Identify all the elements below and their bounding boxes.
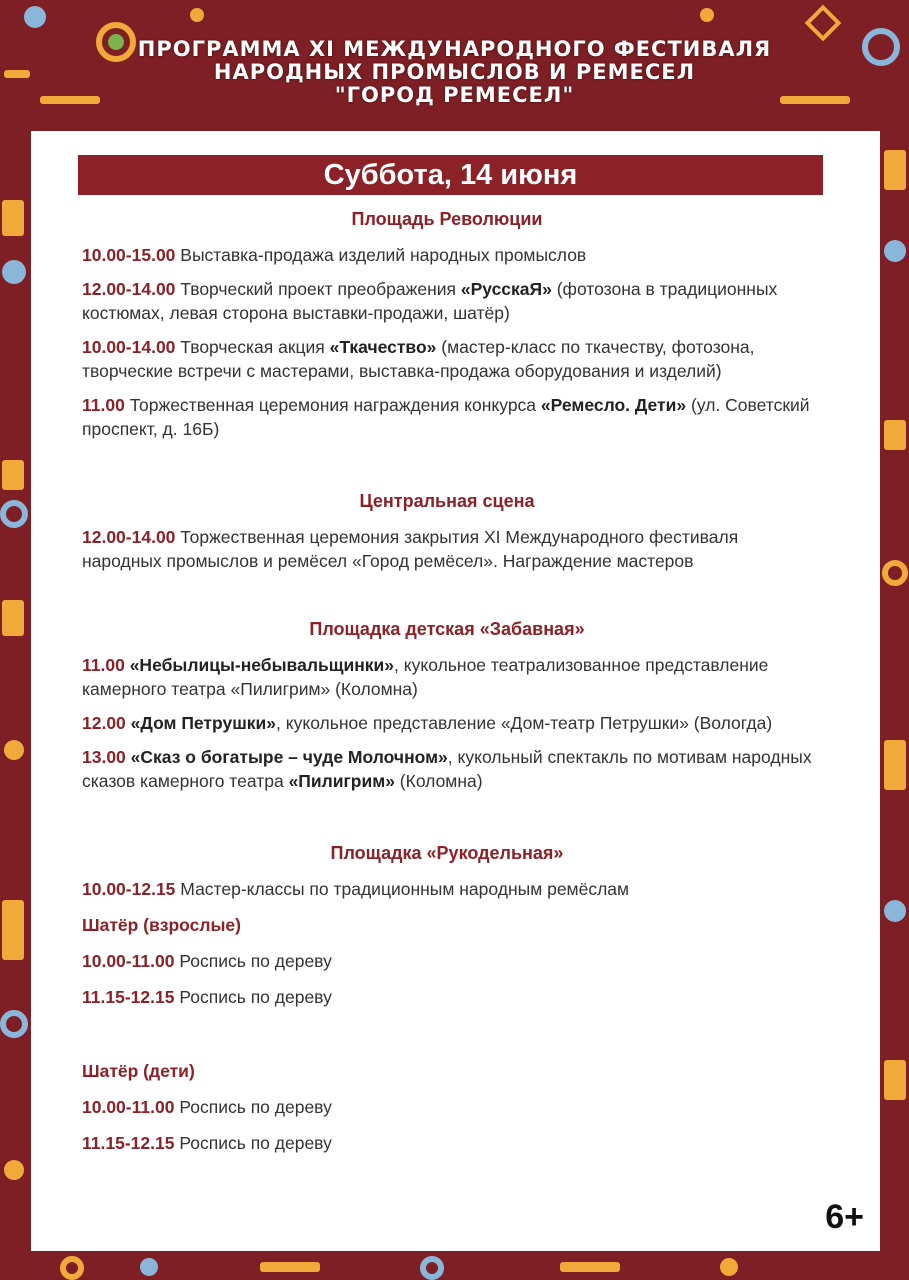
schedule-item <box>82 877 812 901</box>
tent-title: Шатёр (взрослые) <box>82 915 241 935</box>
venue-title: Площадь Революции <box>351 209 543 229</box>
ornament-ring-icon <box>60 1256 84 1280</box>
item-text: , кукольный спектакль по мотивам народных сказов камерного театра <box>82 747 812 791</box>
ornament-bar-icon <box>2 200 24 236</box>
item-text: Роспись по дереву <box>179 1097 332 1117</box>
item-text: (ул. Советский проспект, д. 16Б) <box>82 395 810 439</box>
item-highlight: «Небылицы-небывальщинки» <box>129 655 395 675</box>
ornament-dot-icon <box>2 260 26 284</box>
item-time: 11.15-12.15 <box>82 1133 175 1153</box>
item-highlight: «Ткачество» <box>329 337 437 357</box>
item-highlight: «Ремесло. Дети» <box>540 395 687 415</box>
ornament-dot-icon <box>24 6 46 28</box>
ornament-dot-icon <box>884 900 906 922</box>
item-time: 10.00-14.00 <box>82 337 176 357</box>
ornament-bar-icon <box>884 740 906 790</box>
schedule-item <box>82 525 812 573</box>
ornament-ring-icon <box>420 1256 444 1280</box>
ornament-bar-icon <box>2 600 24 636</box>
ornament-bar-icon <box>884 150 906 190</box>
ornament-dot-icon <box>190 8 204 22</box>
ornament-dot-icon <box>4 1160 24 1180</box>
ornament-dot-icon <box>720 1258 738 1276</box>
item-highlight: «РусскаЯ» <box>460 279 552 299</box>
item-text: Творческий проект преображения <box>180 279 456 299</box>
schedule-item <box>82 277 812 325</box>
item-highlight: «Сказ о богатыре – чуде Молочном» <box>130 747 448 767</box>
item-highlight: «Дом Петрушки» <box>130 713 277 733</box>
item-time: 11.00 <box>82 655 125 675</box>
ornament-diamond-icon <box>805 5 842 42</box>
ornament-dot-icon <box>884 240 906 262</box>
item-text: (мастер-класс по ткачеству, фотозона, творческие встречи с мастерами, выставка-продажа оборудования и изделий) <box>82 337 755 381</box>
schedule-panel <box>31 131 880 1251</box>
ornament-bar-icon <box>560 1262 620 1272</box>
program-header <box>0 38 909 107</box>
item-text: (фотозона в традиционных костюмах, левая сторона выставки-продажи, шатёр) <box>82 279 778 323</box>
item-time: 11.00 <box>82 395 125 415</box>
item-text: Торжественная церемония закрытия XI Международного фестиваля народных промыслов и ремёсел «Город ремёсел». Награждение мастеров <box>82 527 739 571</box>
item-text: Роспись по дереву <box>179 987 332 1007</box>
item-text: Выставка-продажа изделий народных промыслов <box>180 245 587 265</box>
item-text: , кукольное представление «Дом-театр Петрушки» (Вологда) <box>276 713 773 733</box>
item-time: 12.00-14.00 <box>82 527 176 547</box>
header-line-2: НАРОДНЫХ ПРОМЫСЛОВ И РЕМЕСЕЛ <box>213 60 696 84</box>
item-time: 10.00-12.15 <box>82 879 176 899</box>
item-time: 13.00 <box>82 747 126 767</box>
item-time: 10.00-11.00 <box>82 951 175 971</box>
venue-title: Площадка детская «Забавная» <box>309 619 585 639</box>
venue-title: Площадка «Рукодельная» <box>330 843 564 863</box>
ornament-dot-icon <box>700 8 714 22</box>
item-text: , кукольное театрализованное представление камерного театра «Пилигрим» (Коломна) <box>82 655 769 699</box>
schedule-item <box>82 745 812 793</box>
item-text: Роспись по дереву <box>179 951 332 971</box>
header-line-3: "ГОРОД РЕМЕСЕЛ" <box>334 83 575 107</box>
item-highlight: «Пилигрим» <box>288 771 395 791</box>
item-text: Торжественная церемония награждения конкурса <box>129 395 537 415</box>
ornament-dot-icon <box>140 1258 158 1276</box>
ornament-bar-icon <box>2 460 24 490</box>
schedule-content <box>82 207 812 1155</box>
item-time: 10.00-15.00 <box>82 245 176 265</box>
schedule-item <box>82 711 812 735</box>
age-rating-badge: 6+ <box>825 1198 864 1236</box>
tent-title: Шатёр (дети) <box>82 1061 195 1081</box>
schedule-item <box>82 335 812 383</box>
day-banner: Суббота, 14 июня <box>78 155 823 195</box>
schedule-item <box>82 985 812 1009</box>
ornament-bar-icon <box>884 420 906 450</box>
ornament-bar-icon <box>884 1060 906 1100</box>
item-text: Мастер-классы по традиционным народным ремёслам <box>180 879 630 899</box>
venue-title: Центральная сцена <box>359 491 535 511</box>
ornament-ring-icon <box>882 560 908 586</box>
item-time: 11.15-12.15 <box>82 987 175 1007</box>
item-text: Творческая акция <box>180 337 325 357</box>
ornament-ring-icon <box>0 500 28 528</box>
schedule-item <box>82 243 812 267</box>
ornament-bar-icon <box>260 1262 320 1272</box>
item-time: 12.00-14.00 <box>82 279 176 299</box>
ornament-dot-icon <box>4 740 24 760</box>
schedule-item <box>82 1095 812 1119</box>
schedule-item <box>82 949 812 973</box>
ornament-bar-icon <box>2 900 24 960</box>
header-line-1: ПРОГРАММА XI МЕЖДУНАРОДНОГО ФЕСТИВАЛЯ <box>137 37 772 61</box>
item-time: 12.00 <box>82 713 126 733</box>
item-text: Роспись по дереву <box>179 1133 332 1153</box>
schedule-item <box>82 1131 812 1155</box>
item-time: 10.00-11.00 <box>82 1097 175 1117</box>
ornament-ring-icon <box>0 1010 28 1038</box>
item-text: (Коломна) <box>399 771 483 791</box>
schedule-item <box>82 653 812 701</box>
schedule-item <box>82 393 812 441</box>
